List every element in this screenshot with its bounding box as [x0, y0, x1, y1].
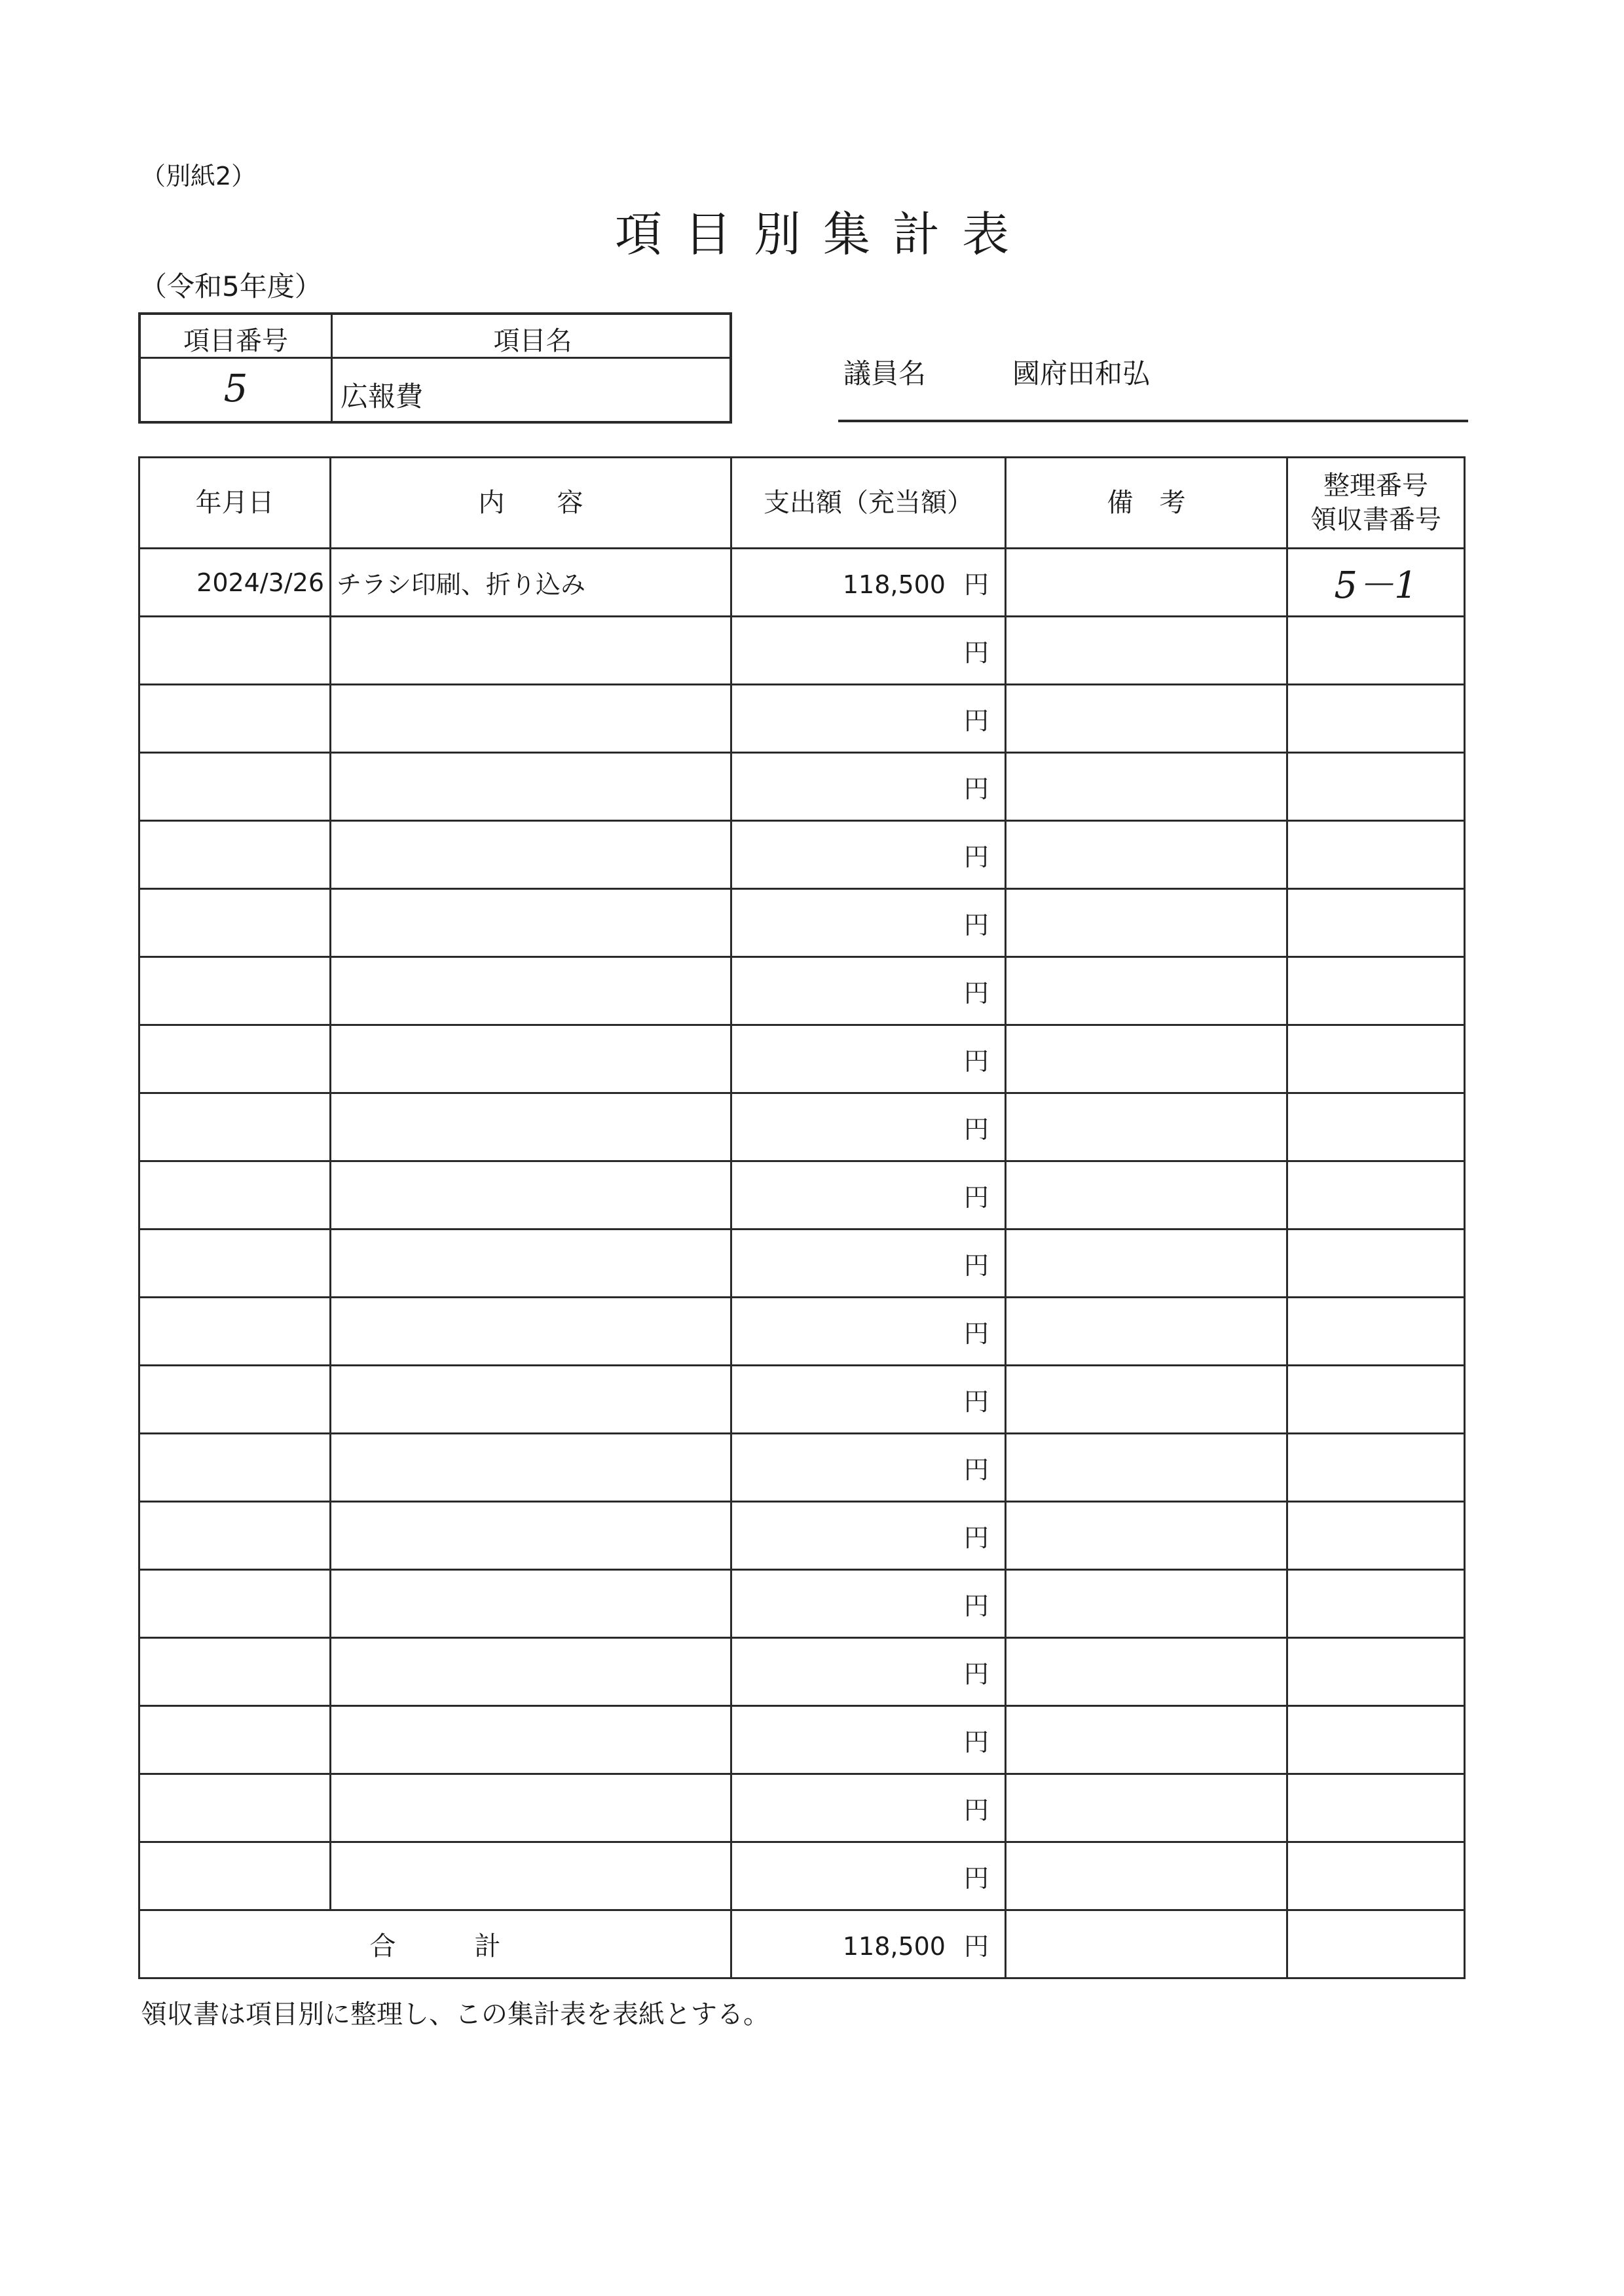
table-row — [139, 1025, 1465, 1093]
row-remarks — [1006, 1025, 1287, 1093]
row-content — [331, 1842, 731, 1910]
table-row — [139, 1366, 1465, 1434]
row-ref — [1287, 1502, 1465, 1570]
row-ref — [1287, 1842, 1465, 1910]
row-remarks — [1006, 617, 1287, 685]
row-content — [331, 1366, 731, 1434]
table-row — [139, 957, 1465, 1025]
footnote: 領収書は項目別に整理し、この集計表を表紙とする。 — [141, 1999, 769, 2030]
row-ref — [1287, 1774, 1465, 1842]
row-amount-cell — [731, 549, 1006, 617]
table-row — [139, 753, 1465, 821]
item-name-label: 項目名 — [493, 326, 572, 356]
row-amount-cell — [731, 1842, 1006, 1910]
row-remarks — [1006, 1366, 1287, 1434]
row-remarks — [1006, 889, 1287, 957]
table-row — [139, 1434, 1465, 1502]
yen-unit: 円 — [963, 570, 989, 599]
yen-unit: 円 — [963, 1660, 989, 1688]
row-content — [331, 1230, 731, 1298]
yen-unit: 円 — [963, 1319, 989, 1348]
row-remarks — [1006, 1842, 1287, 1910]
member-label: 議員名 — [843, 357, 927, 390]
yen-unit: 円 — [963, 1864, 989, 1893]
total-amount: 118,500 — [842, 1932, 946, 1961]
row-remarks — [1006, 685, 1287, 753]
table-row — [139, 1093, 1465, 1161]
row-remarks — [1006, 1570, 1287, 1638]
member-name: 國府田和弘 — [1012, 357, 1151, 390]
row-date — [139, 617, 331, 685]
row-amount-cell — [731, 889, 1006, 957]
row-ref — [1287, 1230, 1465, 1298]
row-remarks — [1006, 821, 1287, 889]
row-amount-cell — [731, 1366, 1006, 1434]
yen-unit: 円 — [963, 1183, 989, 1212]
total-amount-cell — [731, 1910, 1006, 1978]
page-title: 項目別集計表 — [614, 207, 1031, 262]
row-date — [139, 1366, 331, 1434]
row-content — [331, 1434, 731, 1502]
row-content: チラシ印刷、折り込み — [331, 549, 731, 617]
member-underline — [838, 420, 1468, 422]
row-amount-cell — [731, 1706, 1006, 1774]
row-amount-cell — [731, 1774, 1006, 1842]
yen-unit: 円 — [963, 1523, 989, 1552]
yen-unit: 円 — [963, 1047, 989, 1076]
row-amount-cell — [731, 1638, 1006, 1706]
row-ref — [1287, 1025, 1465, 1093]
row-amount-cell — [731, 957, 1006, 1025]
row-content — [331, 1774, 731, 1842]
row-remarks — [1006, 1638, 1287, 1706]
yen-unit: 円 — [963, 638, 989, 667]
row-content — [331, 753, 731, 821]
row-remarks — [1006, 1298, 1287, 1366]
row-date — [139, 1434, 331, 1502]
table-row — [139, 1842, 1465, 1910]
yen-unit: 円 — [963, 1387, 989, 1416]
row-date — [139, 1638, 331, 1706]
row-date — [139, 1842, 331, 1910]
row-ref — [1287, 685, 1465, 753]
header-date: 年月日 — [139, 458, 331, 549]
row-remarks — [1006, 549, 1287, 617]
fiscal-year: （令和5年度） — [139, 270, 322, 302]
table-row — [139, 1298, 1465, 1366]
item-number-label: 項目番号 — [183, 326, 288, 356]
yen-unit: 円 — [963, 1796, 989, 1825]
total-row — [139, 1910, 1465, 1978]
header-content: 内 容 — [331, 458, 731, 549]
header-ref — [1287, 458, 1465, 549]
row-date — [139, 1161, 331, 1230]
row-date: 2024/3/26 — [139, 549, 331, 617]
row-date — [139, 685, 331, 753]
row-date — [139, 1093, 331, 1161]
row-content — [331, 1706, 731, 1774]
table-row — [139, 617, 1465, 685]
table-row — [139, 889, 1465, 957]
row-date — [139, 1230, 331, 1298]
row-content — [331, 1570, 731, 1638]
yen-unit: 円 — [963, 1115, 989, 1144]
row-ref — [1287, 1638, 1465, 1706]
table-row — [139, 1774, 1465, 1842]
row-ref — [1287, 1366, 1465, 1434]
attachment-label: （別紙2） — [141, 162, 257, 191]
total-ref — [1287, 1910, 1465, 1978]
table-row — [139, 821, 1465, 889]
row-date — [139, 753, 331, 821]
row-remarks — [1006, 1161, 1287, 1230]
row-ref — [1287, 617, 1465, 685]
yen-unit: 円 — [963, 1932, 989, 1961]
total-label: 合計 — [139, 1910, 731, 1978]
table-row — [139, 1570, 1465, 1638]
row-remarks — [1006, 1502, 1287, 1570]
row-remarks — [1006, 1093, 1287, 1161]
yen-unit: 円 — [963, 843, 989, 871]
row-amount-cell — [731, 1570, 1006, 1638]
row-date — [139, 1025, 331, 1093]
row-date — [139, 889, 331, 957]
row-remarks — [1006, 1706, 1287, 1774]
row-date — [139, 957, 331, 1025]
row-ref — [1287, 1161, 1465, 1230]
row-content — [331, 957, 731, 1025]
header-remarks: 備 考 — [1006, 458, 1287, 549]
item-name-value: 広報費 — [341, 380, 424, 412]
row-ref — [1287, 1434, 1465, 1502]
row-date — [139, 1502, 331, 1570]
row-amount-cell — [731, 1434, 1006, 1502]
table-row — [139, 1502, 1465, 1570]
row-content — [331, 1502, 731, 1570]
item-box — [138, 312, 732, 424]
row-content — [331, 1025, 731, 1093]
row-remarks — [1006, 753, 1287, 821]
table-header-row — [139, 458, 1465, 549]
row-amount-cell — [731, 753, 1006, 821]
row-ref — [1287, 1298, 1465, 1366]
row-amount: 118,500 — [842, 570, 946, 599]
row-amount-cell — [731, 1025, 1006, 1093]
row-content — [331, 889, 731, 957]
row-amount-cell — [731, 821, 1006, 889]
yen-unit: 円 — [963, 1728, 989, 1757]
row-ref — [1287, 889, 1465, 957]
row-ref — [1287, 1706, 1465, 1774]
table-row — [139, 1230, 1465, 1298]
row-remarks — [1006, 1774, 1287, 1842]
header-ref-line1: 整理番号 — [1323, 471, 1428, 501]
row-ref — [1287, 753, 1465, 821]
row-amount-cell — [731, 617, 1006, 685]
row-content — [331, 1093, 731, 1161]
row-remarks — [1006, 1434, 1287, 1502]
row-ref: 5－1 — [1287, 549, 1465, 617]
row-date — [139, 1774, 331, 1842]
total-remarks — [1006, 1910, 1287, 1978]
row-content — [331, 1161, 731, 1230]
header-amount: 支出額（充当額） — [731, 458, 1006, 549]
row-content — [331, 685, 731, 753]
table-row — [139, 685, 1465, 753]
table-row — [139, 549, 1465, 617]
yen-unit: 円 — [963, 1455, 989, 1484]
table-row — [139, 1161, 1465, 1230]
row-date — [139, 1298, 331, 1366]
row-ref — [1287, 1093, 1465, 1161]
row-date — [139, 1570, 331, 1638]
yen-unit: 円 — [963, 979, 989, 1008]
yen-unit: 円 — [963, 774, 989, 803]
row-amount-cell — [731, 1230, 1006, 1298]
yen-unit: 円 — [963, 911, 989, 939]
row-amount-cell — [731, 685, 1006, 753]
row-content — [331, 617, 731, 685]
row-content — [331, 1298, 731, 1366]
yen-unit: 円 — [963, 706, 989, 735]
table-row — [139, 1638, 1465, 1706]
row-remarks — [1006, 957, 1287, 1025]
row-content — [331, 1638, 731, 1706]
row-amount-cell — [731, 1502, 1006, 1570]
item-number-value: 5 — [223, 366, 248, 410]
row-date — [139, 821, 331, 889]
table-row — [139, 1706, 1465, 1774]
row-ref — [1287, 1570, 1465, 1638]
row-content — [331, 821, 731, 889]
header-ref-line2: 領収書番号 — [1310, 505, 1441, 535]
row-date — [139, 1706, 331, 1774]
row-amount-cell — [731, 1161, 1006, 1230]
row-remarks — [1006, 1230, 1287, 1298]
yen-unit: 円 — [963, 1592, 989, 1620]
row-ref — [1287, 957, 1465, 1025]
expense-table — [138, 456, 1466, 1979]
row-ref — [1287, 821, 1465, 889]
row-amount-cell — [731, 1093, 1006, 1161]
yen-unit: 円 — [963, 1251, 989, 1280]
row-amount-cell — [731, 1298, 1006, 1366]
